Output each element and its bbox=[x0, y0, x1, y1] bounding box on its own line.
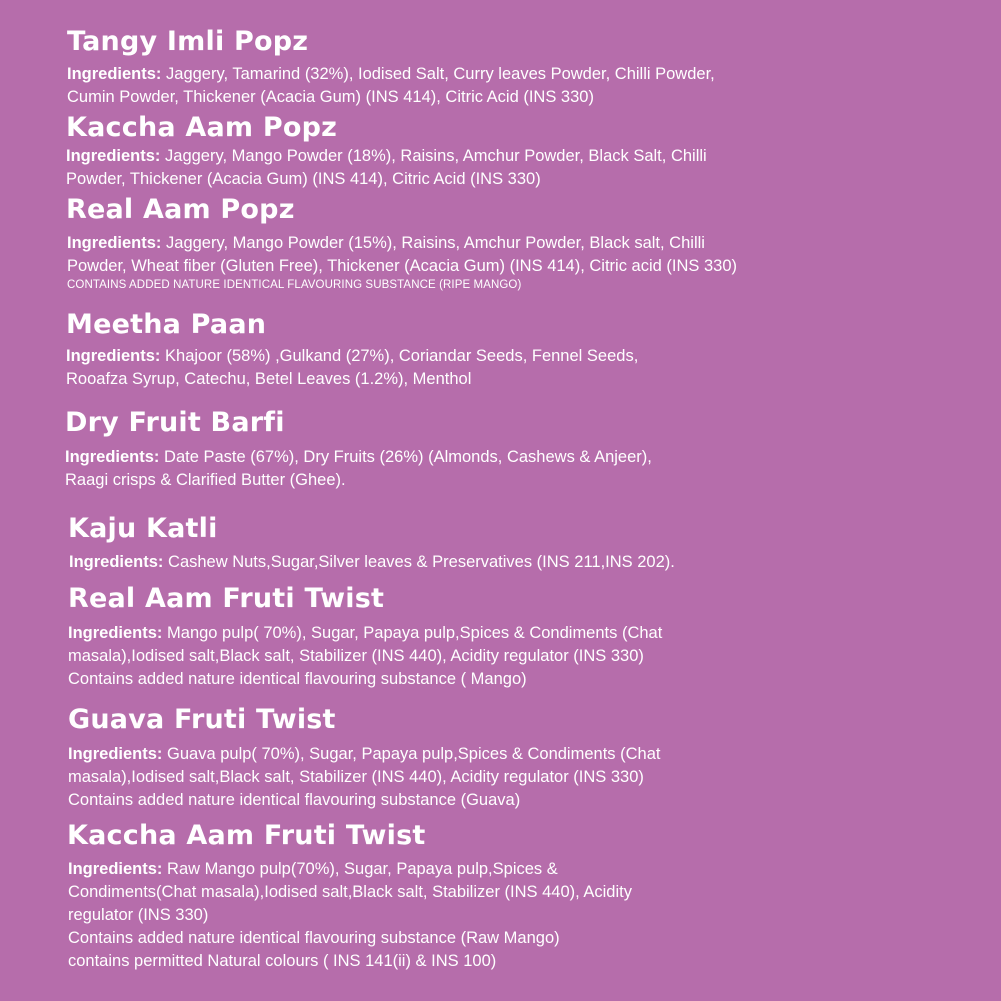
ingredients-line: Powder, Wheat fiber (Gluten Free), Thickener (Acacia Gum) (INS 414), Citric acid (INS 330) bbox=[67, 257, 738, 275]
flavouring-note: Contains added nature identical flavouring substance (Raw Mango) bbox=[68, 929, 560, 947]
product-title: Real Aam Fruti Twist bbox=[68, 583, 385, 614]
ingredients-block bbox=[65, 446, 652, 492]
ingredients-line: Powder, Thickener (Acacia Gum) (INS 414), Citric Acid (INS 330) bbox=[66, 170, 541, 188]
ingredients-line bbox=[68, 743, 660, 766]
ingredients-block bbox=[68, 622, 662, 691]
ingredients-block bbox=[68, 858, 632, 973]
ingredients-block bbox=[68, 743, 660, 812]
product-title: Meetha Paan bbox=[66, 309, 267, 340]
ingredients-text: Raw Mango pulp(70%), Sugar, Papaya pulp,Spices & bbox=[162, 860, 558, 878]
ingredients-line bbox=[67, 63, 715, 86]
ingredients-label: Ingredients: bbox=[67, 65, 162, 83]
ingredients-line: Cumin Powder, Thickener (Acacia Gum) (INS 414), Citric Acid (INS 330) bbox=[67, 88, 594, 106]
product-title: Dry Fruit Barfi bbox=[65, 407, 285, 438]
product-title: Kaccha Aam Popz bbox=[66, 112, 338, 143]
product-title: Tangy Imli Popz bbox=[67, 26, 309, 57]
ingredients-label: Ingredients: bbox=[68, 624, 163, 642]
ingredients-line bbox=[68, 622, 662, 645]
product-title: Kaju Katli bbox=[68, 513, 218, 544]
ingredients-block bbox=[66, 345, 638, 391]
product-title: Real Aam Popz bbox=[66, 194, 295, 225]
ingredients-label: Ingredients: bbox=[68, 860, 163, 878]
flavouring-note: CONTAINS ADDED NATURE IDENTICAL FLAVOURING SUBSTANCE (RIPE MANGO) bbox=[67, 279, 522, 291]
ingredients-line bbox=[67, 232, 737, 255]
ingredients-label: Ingredients: bbox=[68, 745, 163, 763]
ingredients-block bbox=[67, 232, 737, 293]
ingredients-text: Mango pulp( 70%), Sugar, Papaya pulp,Spices & Condiments (Chat bbox=[162, 624, 663, 642]
ingredients-text: Jaggery, Mango Powder (15%), Raisins, Amchur Powder, Black salt, Chilli bbox=[161, 234, 705, 252]
colours-note: contains permitted Natural colours ( INS 141(ii) & INS 100) bbox=[68, 952, 497, 970]
ingredients-text: Guava pulp( 70%), Sugar, Papaya pulp,Spices & Condiments (Chat bbox=[162, 745, 661, 763]
ingredients-line: masala),Iodised salt,Black salt, Stabilizer (INS 440), Acidity regulator (INS 330) bbox=[68, 647, 644, 665]
ingredients-line: Rooafza Syrup, Catechu, Betel Leaves (1.2%), Menthol bbox=[66, 370, 472, 388]
ingredients-line bbox=[68, 858, 632, 881]
ingredients-text: Khajoor (58%) ,Gulkand (27%), Coriandar Seeds, Fennel Seeds, bbox=[160, 347, 639, 365]
ingredients-text: Date Paste (67%), Dry Fruits (26%) (Almonds, Cashews & Anjeer), bbox=[159, 448, 652, 466]
ingredients-line bbox=[66, 145, 707, 168]
ingredients-line bbox=[69, 551, 675, 574]
ingredients-label: Ingredients: bbox=[66, 147, 161, 165]
ingredients-line bbox=[65, 446, 652, 469]
ingredients-line: Raagi crisps & Clarified Butter (Ghee). bbox=[65, 471, 346, 489]
flavouring-note: Contains added nature identical flavouring substance ( Mango) bbox=[68, 670, 527, 688]
ingredients-text: Cashew Nuts,Sugar,Silver leaves & Preservatives (INS 211,INS 202). bbox=[163, 553, 675, 571]
ingredients-block bbox=[66, 145, 707, 191]
ingredients-label: Ingredients: bbox=[69, 553, 164, 571]
ingredients-label: Ingredients: bbox=[66, 347, 161, 365]
ingredients-block bbox=[69, 551, 675, 574]
product-title: Kaccha Aam Fruti Twist bbox=[67, 820, 426, 851]
flavouring-note: Contains added nature identical flavouring substance (Guava) bbox=[68, 791, 521, 809]
ingredients-text: Jaggery, Tamarind (32%), Iodised Salt, Curry leaves Powder, Chilli Powder, bbox=[161, 65, 715, 83]
ingredients-line: regulator (INS 330) bbox=[68, 906, 209, 924]
ingredients-text: Jaggery, Mango Powder (18%), Raisins, Amchur Powder, Black Salt, Chilli bbox=[160, 147, 707, 165]
ingredients-line: masala),Iodised salt,Black salt, Stabilizer (INS 440), Acidity regulator (INS 330) bbox=[68, 768, 644, 786]
ingredients-label: Ingredients: bbox=[65, 448, 160, 466]
ingredients-label: Ingredients: bbox=[67, 234, 162, 252]
ingredients-line bbox=[66, 345, 638, 368]
product-title: Guava Fruti Twist bbox=[68, 704, 336, 735]
ingredients-line: Condiments(Chat masala),Iodised salt,Black salt, Stabilizer (INS 440), Acidity bbox=[68, 883, 632, 901]
ingredients-block bbox=[67, 63, 715, 109]
